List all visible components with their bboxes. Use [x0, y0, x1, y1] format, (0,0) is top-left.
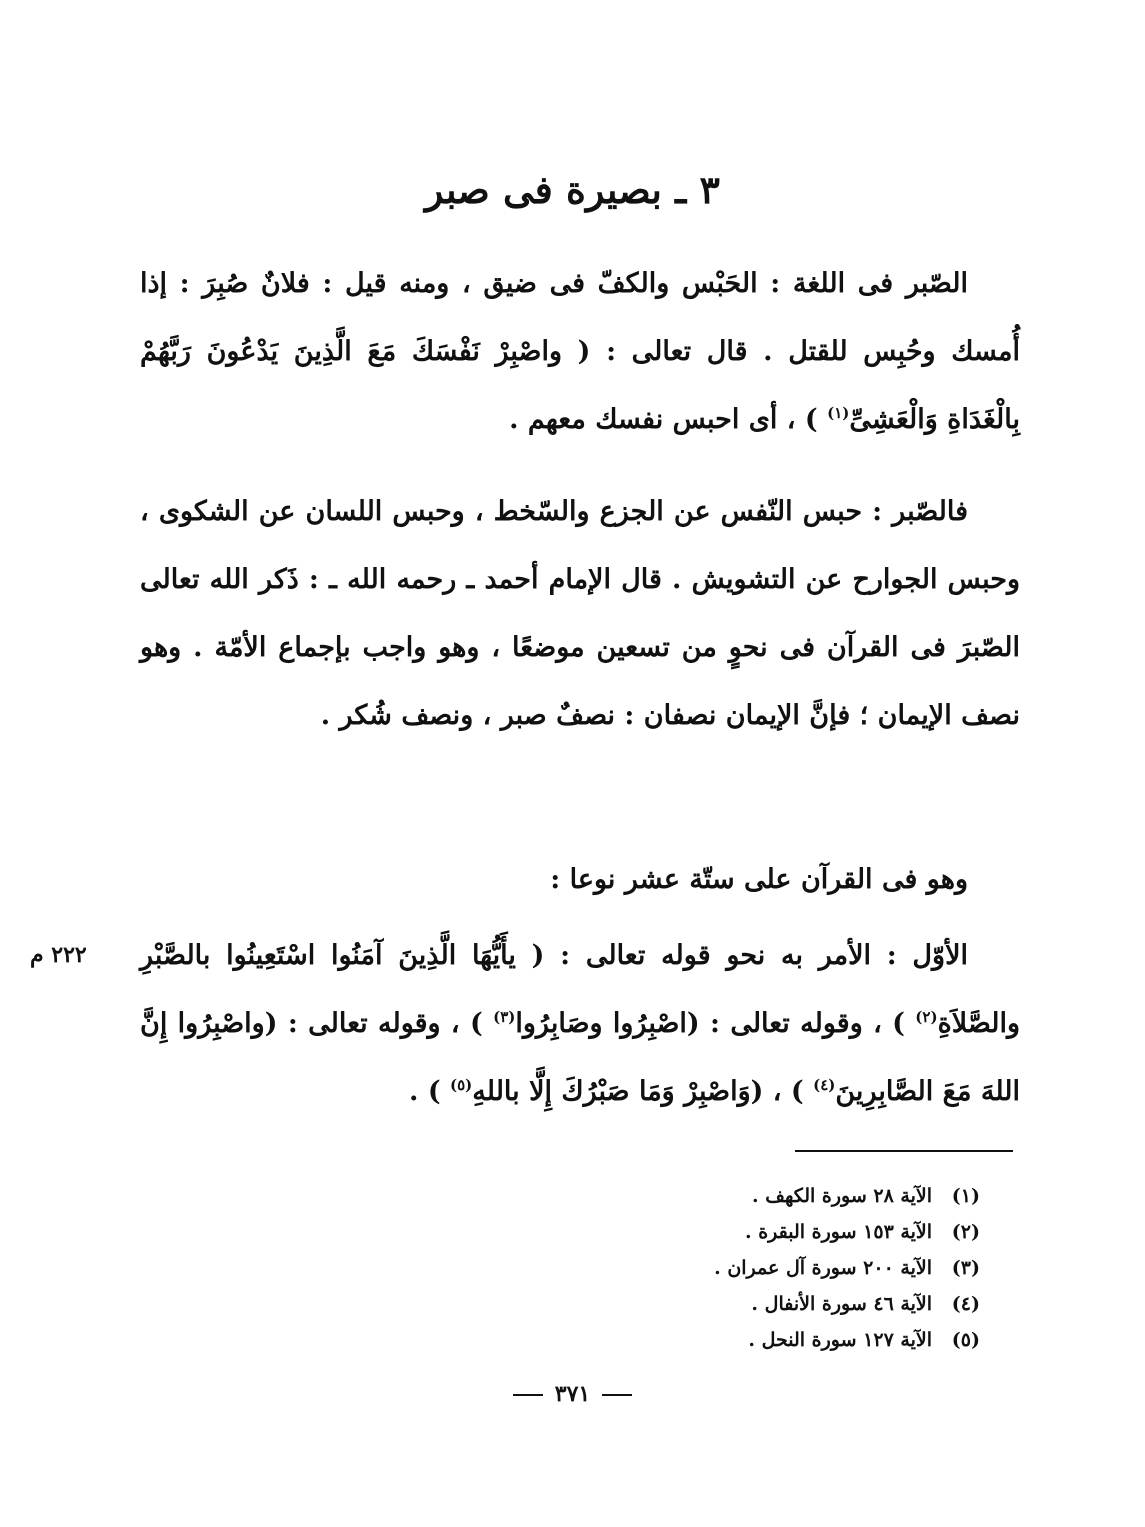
paragraph-text: الأوّل : الأمر به نحو قوله تعالى : ( يأَيُّهَا الَّذِينَ آمَنُوا اسْتَعِينُوا بالصَّبْرِ والصَّلاَةِ	[140, 940, 1020, 1039]
page-number	[0, 1374, 1145, 1414]
footnote-divider	[795, 1150, 1013, 1152]
footnote-ref: (٤)	[813, 1076, 836, 1094]
footnote-number: (٢)	[951, 1221, 980, 1243]
paragraph-meaning	[140, 478, 1020, 750]
page-number-value: ٣٧١	[554, 1381, 591, 1407]
paragraph-text: وهو فى القرآن على ستّة عشر نوعا :	[550, 864, 968, 895]
paragraph-text: فالصّبر : حبس النّفس عن الجزع والسّخط ، وحبس اللسان عن الشكوى ، وحبس الجوارح عن التشويش . قال الإمام أحمد ـ رحمه الله ـ : ذَكر الله تعالى الصّبرَ فى القرآن فى نحوٍ من تسعين موضعًا ، وهو واجب بإجماع الأمّة . وهو نصف الإيمان ؛ فإنَّ الإيمان نصفان : نصفٌ صبر ، ونصف شُكر .	[140, 496, 1020, 731]
footnote-item	[560, 1250, 980, 1286]
section-title: ٣ ـ بصيرة فى صبر	[425, 167, 720, 212]
footnote-number: (٣)	[951, 1257, 980, 1279]
footnote-number: (٤)	[951, 1293, 980, 1315]
footnote-number: (٥)	[951, 1329, 980, 1351]
paragraph-text: الصّبر فى اللغة : الحَبْس والكفّ فى ضيق ، ومنه قيل : فلانٌ صُبِرَ : إذا أُمسك وحُبِس للقتل . قال تعالى : ( واصْبِرْ نَفْسَكَ مَعَ الَّذِينَ يَدْعُونَ رَبَّهُمْ بِالْغَدَاةِ وَالْعَشِىِّ	[140, 268, 1020, 435]
footnote-ref: (١)	[827, 404, 850, 422]
footnote-text: الآية ١٥٣ سورة البقرة .	[744, 1221, 932, 1243]
footnote-item	[560, 1178, 980, 1214]
footnote-item	[560, 1286, 980, 1322]
footnotes-list	[560, 1178, 980, 1358]
paragraph-tail: ) ، أى احبس نفسك معهم .	[509, 404, 828, 435]
footnote-text: الآية ٢٠٠ سورة آل عمران .	[714, 1257, 932, 1279]
dash-right	[513, 1394, 543, 1396]
footnote-ref: (٣)	[493, 1008, 516, 1026]
footnote-ref: (٢)	[915, 1008, 938, 1026]
footnote-item	[560, 1214, 980, 1250]
paragraph-part: ) ، وقوله تعالى : (اصْبِرُوا وصَابِرُوا	[515, 1008, 916, 1039]
footnote-ref: (٥)	[450, 1076, 473, 1094]
paragraph-part: ) ، (وَاصْبِرْ وَمَا صَبْرُكَ إِلَّا باللهِ	[472, 1076, 814, 1107]
dash-left	[602, 1394, 632, 1396]
paragraph-definition	[140, 250, 1020, 454]
paragraph-part: ) .	[409, 1076, 450, 1107]
margin-note: ٢٢٢ م	[30, 942, 87, 968]
paragraph-types-intro	[140, 846, 1020, 914]
footnote-text: الآية ٤٦ سورة الأنفال .	[751, 1293, 932, 1315]
paragraph-part: ) ، وقوله تعالى : (واصْبِرُوا إِنَّ اللهَ مَعَ الصَّابِرِينَ	[140, 1008, 1020, 1107]
paragraph-first-type	[140, 922, 1020, 1126]
footnote-text: الآية ٢٨ سورة الكهف .	[752, 1185, 932, 1207]
footnote-item	[560, 1322, 980, 1358]
footnote-text: الآية ١٢٧ سورة النحل .	[748, 1329, 932, 1351]
footnote-number: (١)	[951, 1185, 980, 1207]
